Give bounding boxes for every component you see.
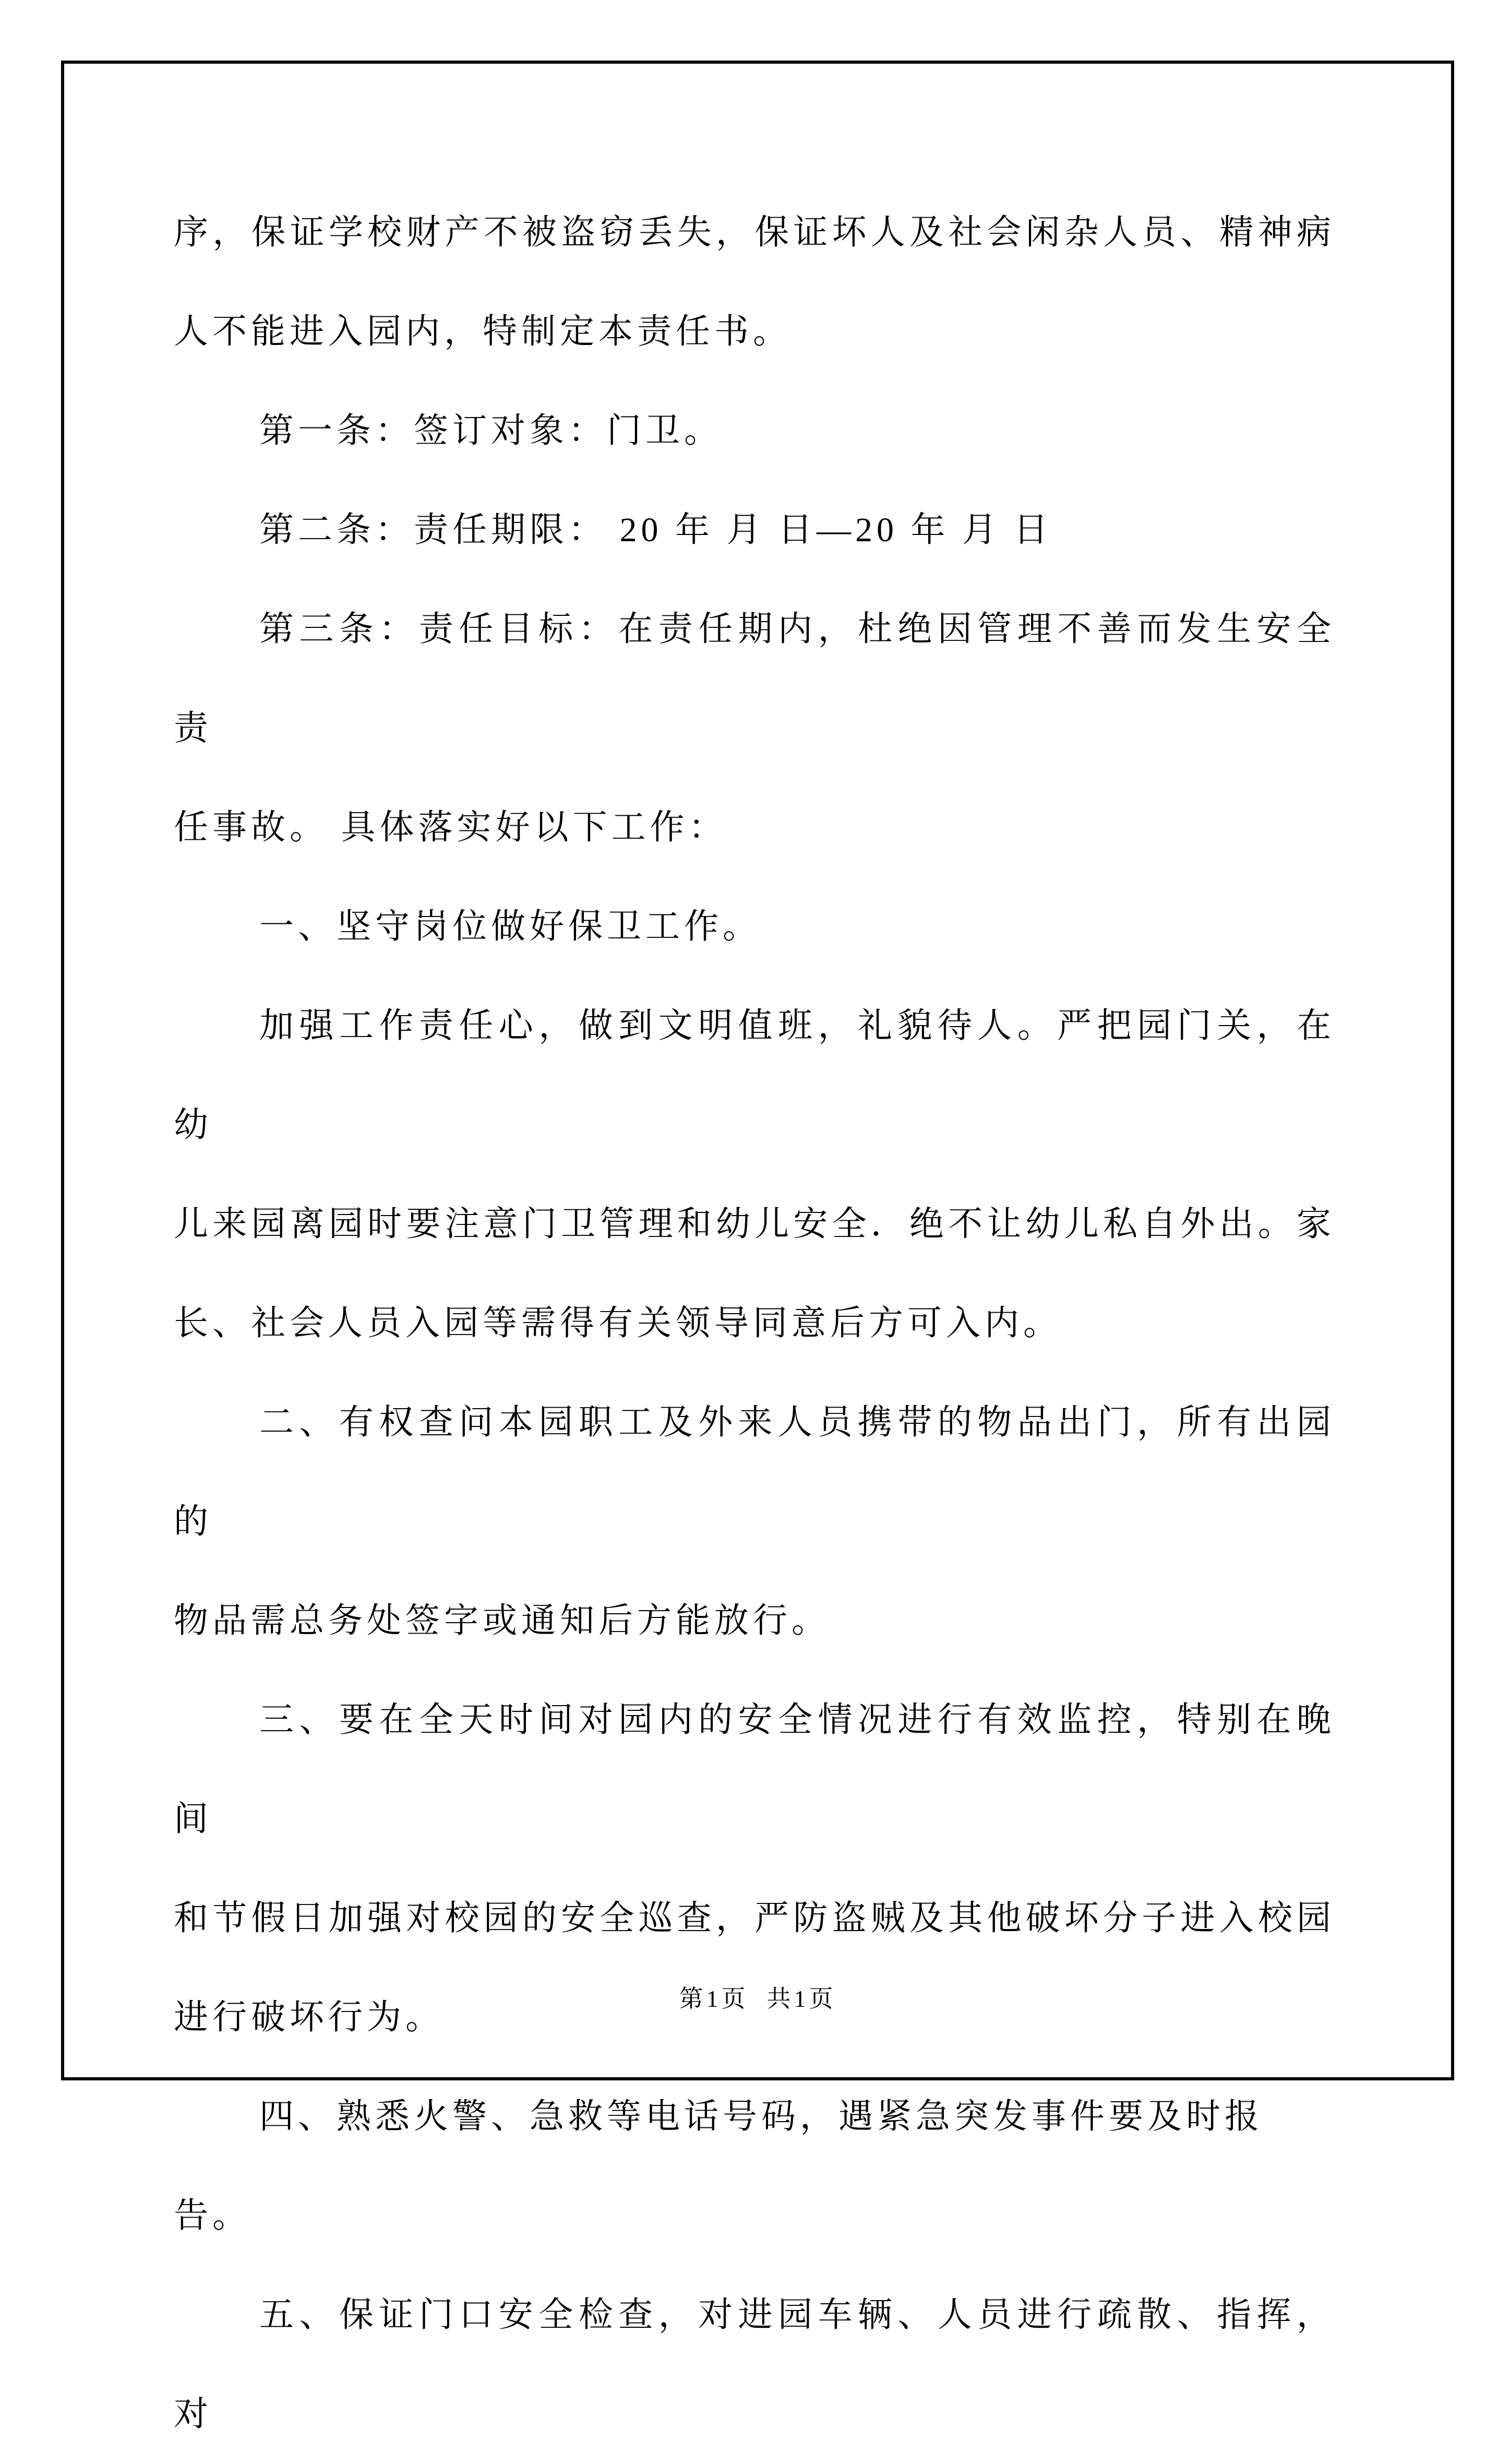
text-line: 序，保证学校财产不被盗窃丢失，保证坏人及社会闲杂人员、精神病 (174, 213, 1335, 252)
document-body (174, 183, 1335, 2464)
text-line: 人不能进入园内，特制定本责任书。 (174, 313, 792, 351)
text-line: 五、保证门口安全检查，对进园车辆、人员进行疏散、指挥，对 (174, 2296, 1335, 2433)
text-line: 第二条：责任期限： 20 年 月 日—20 年 月 日 (259, 511, 1052, 549)
page-number-label: 第1页 共1页 (679, 1985, 836, 2012)
text-line: 第三条：责任目标：在责任期内，杜绝因管理不善而发生安全责 (174, 610, 1335, 747)
page-border-frame (61, 61, 1454, 2433)
text-line: 二、有权查问本园职工及外来人员携带的物品出门，所有出园的 (174, 1403, 1335, 1541)
text-line: 儿来园离园时要注意门卫管理和幼儿安全．绝不让幼儿私自外出。家 (174, 1205, 1335, 1243)
text-line: 加强工作责任心，做到文明值班，礼貌待人。严把园门关，在幼 (174, 1007, 1335, 1144)
text-line: 进行破坏行为。 (174, 1998, 444, 2037)
text-line: 三、要在全天时间对园内的安全情况进行有效监控，特别在晚间 (174, 1701, 1335, 1838)
text-line: 第一条：签订对象：门卫。 (259, 412, 723, 450)
text-line: 四、熟悉火警、急救等电话号码，遇紧急突发事件要及时报告。 (174, 2098, 1263, 2235)
text-line: 长、社会人员入园等需得有关领导同意后方可入内。 (174, 1304, 1062, 1342)
text-line: 和节假日加强对校园的安全巡查，严防盗贼及其他破坏分子进入校园 (174, 1899, 1335, 1937)
page-footer (64, 1983, 1451, 2015)
text-line: 任事故。 具体落实好以下工作： (174, 808, 727, 847)
text-line: 物品需总务处签字或通知后方能放行。 (174, 1602, 830, 1640)
text-line: 一、坚守岗位做好保卫工作。 (259, 908, 761, 946)
